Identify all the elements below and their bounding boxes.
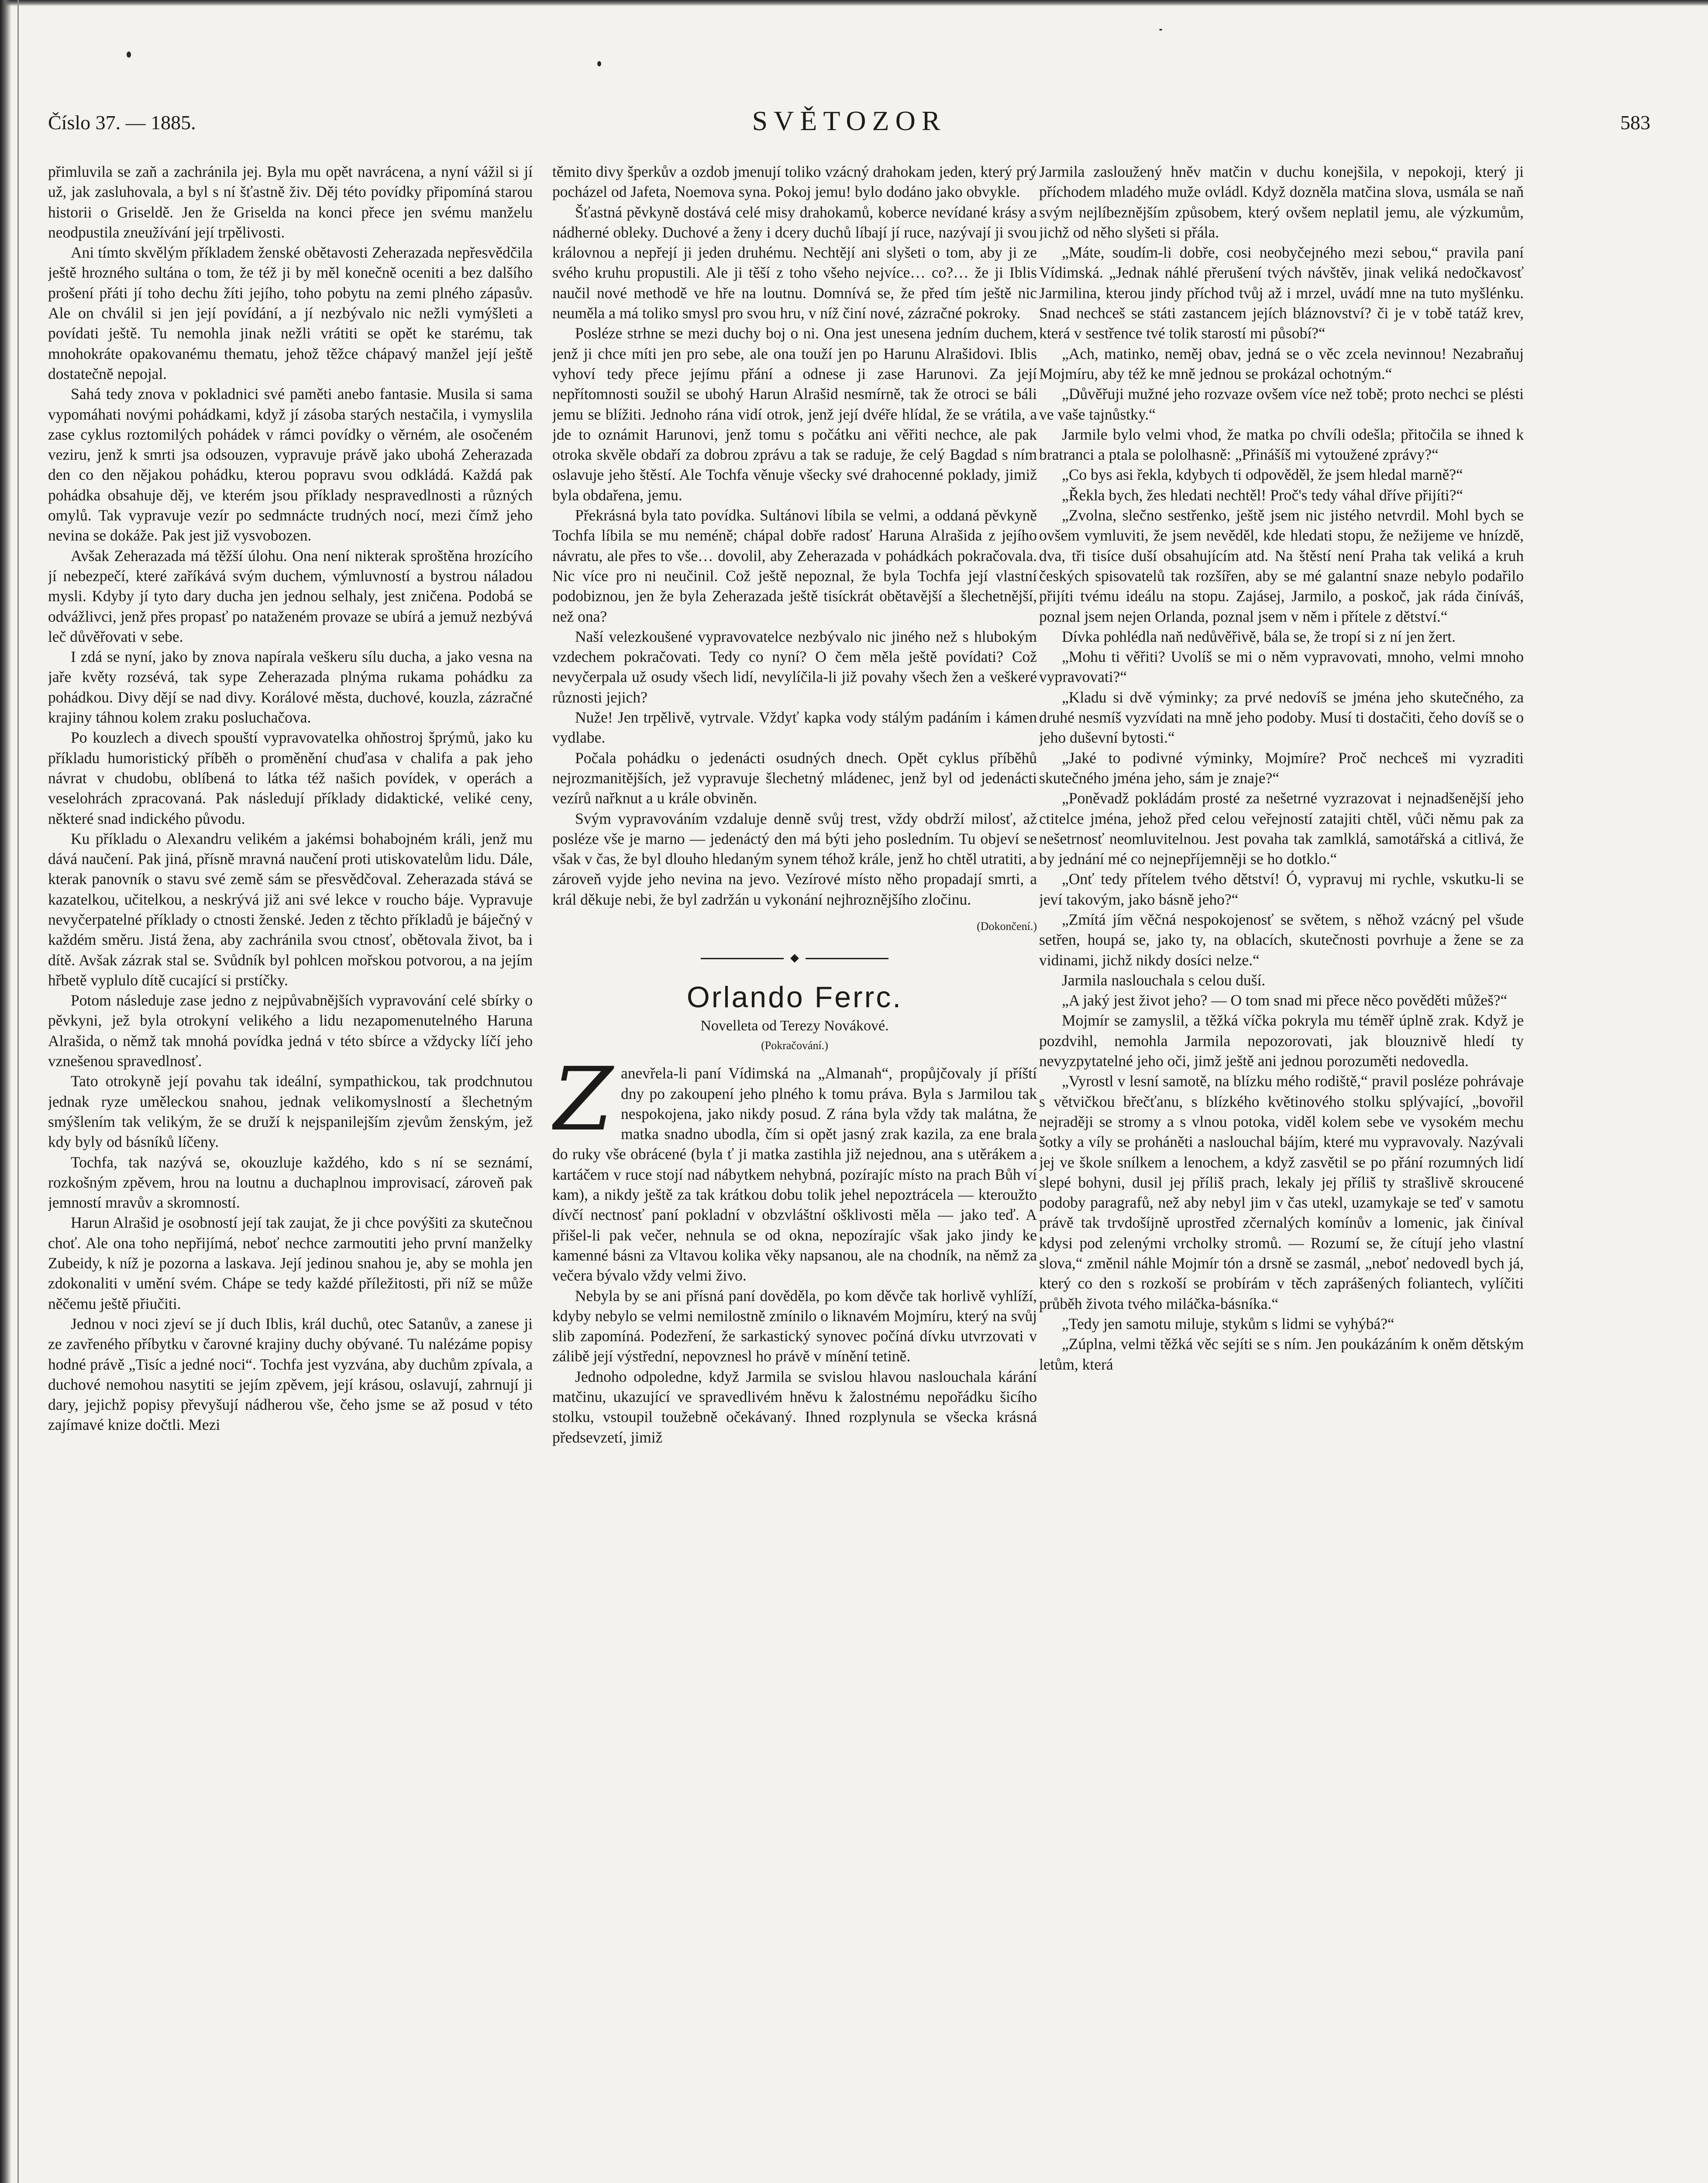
paragraph: Jarmila naslouchala s celou duší. — [1062, 971, 1266, 989]
paragraph: I zdá se nyní, jako by znova napírala veškeru sílu ducha, a jako vesna na jaře květy rozsévá, tak sype Zeherazada plnýma rukama pohádku za pohádkou. Divy dějí se nad divy. Korálové města, duchové, kouzla, zázračné krajiny táhnou kolem zraku posluchačova. — [48, 648, 533, 727]
text-column-right — [1039, 162, 1524, 2183]
paragraph: Překrásná byla tato povídka. Sultánovi líbila se velmi, a oddaná pěvkyně Tochfa líbila se mu neméně; chápal dobře radosť Haruna Alrašida z jejího návratu, ale přes to vše… dovolil, aby Zeherazada v pohádkách pokračovala. Nic více pro ni neučinil. Což ještě nepoznal, že byla Tochfa její vlastní podobiznou, jen že byla Zeherazada ještě tisíckrát obětavější a šlechetnější, než ona? — [552, 506, 1037, 625]
paragraph: těmito divy šperkův a ozdob jmenují toliko vzácný drahokam jeden, který prý pocházel od Jafeta, Noemova syna. Pokoj jemu! bylo dodáno jako obvykle. — [552, 163, 1037, 201]
paragraph: Nebyla by se ani přísná paní dověděla, po kom děvče tak horlivě vyhlíží, kdyby nebylo se velmi nemilostně zmínilo o liknavém Mojmíru, který na svůj slib zapomíná. Podezření, že sarkastický synovec počíná dívku utvrzovati v zálibě její výstřední, nepovznesl ho právě v mínění tetině. — [552, 1287, 1037, 1365]
article-continuation-note: (Dokončení.) — [977, 919, 1037, 933]
paragraph: „Zúplna, velmi těžká věc sejíti se s ním. Jen poukázáním k oněm dětským letům, která — [1039, 1335, 1524, 1373]
paragraph: „Zvolna, slečno sestřenko, ještě jsem nic jistého netvrdil. Mohl bych se ovšem vymluviti, že jsem nevěděl, kde hledati stopu, že nežijeme ve hnízdě, dva, tři tisíce duší obsahujícím atd. Na štěstí není Praha tak veliká a kruh českých spisovatelů tak rozšířen, aby se mé galantní snaze nebylo podařilo přijíti tvému ideálu na stopu. Zajásej, Jarmilo, a poskoč, jak ráda činíváš, poznal jsem nejen Orlanda, poznal jsem v něm i přítele z dětství.“ — [1039, 506, 1524, 625]
paragraph: „Poněvadž pokládám prosté za nešetrné vyzrazovat i nejnadšenější jeho ctitelce jména, jehož před celou veřejností zatajiti chtěl, vůči němu pak za nešetrnosť neomluvitelnou. Jest povaha tak zamlklá, samotářská a citlivá, že by jednání mé co nejnepříjemněji se ho dotklo.“ — [1039, 789, 1524, 868]
binding-line — [17, 0, 19, 2183]
ink-speck — [1159, 29, 1162, 31]
page-header — [48, 105, 1650, 144]
magazine-title: SVĚTOZOR — [752, 105, 947, 136]
story-paragraph-text: anevřela-li paní Vídimská na „Almanah“, propůjčovaly jí příští dny po zakoupení jeho plného k tomu práva. Byla s Jarmilou tak nespokojena, jako nikdy posud. Z rána byla vždy tak malátna, že matka snadno ubodla, čím si opět jasný zrak kazila, za ene brala do ruky vše obrácené (byla ť ji matka zastihla již nejednou, ana s utěrákem a kartáčem v ruce stojí nad nábytkem nehybná, pozírajíc místo na prach Bůh ví kam), a nikdy ještě za tak krátkou dobu tolik jehel nepoztrácela — kteroužto dívčí nectnosť paní pokladní v obzvláštní ošklivosti měla — jako teď. A přišel-li pak večer, nehnula se od okna, nepozírajíc však jako jindy ke kamenné básni za Vltavou kolika věky napsanou, ale na chodník, na němž za večera bývalo vždy velmi živo. — [552, 1064, 1037, 1284]
paragraph: „Máte, soudím-li dobře, cosi neobyčejného mezi sebou,“ pravila paní Vídimská. „Jednak náhlé přerušení tvých návštěv, jinak veliká nedočkavosť Jarmilina, kterou jindy příchod tvůj až i mrzel, uvádí mne na tuto myšlénku. Snad nechceš se státi zastancem jejích bláznovství? či je v tobě tatáž krev, která v sestřence tvé tolik starostí mi působí?“ — [1039, 244, 1524, 342]
story-continuation-note: (Pokračování.) — [761, 1039, 828, 1052]
paragraph: Nuže! Jen trpělivě, vytrvale. Vždyť kapka vody stálým padáním i kámen vydlabe. — [552, 709, 1037, 747]
issue-number: Číslo 37. — 1885. — [48, 111, 196, 134]
text-column-middle — [552, 162, 1037, 2183]
story-subtitle: Novelleta od Terezy Novákové. — [700, 1018, 889, 1034]
divider-line — [701, 958, 784, 959]
divider-line — [806, 958, 888, 959]
divider-diamond-icon — [790, 954, 799, 963]
paragraph: Ani tímto skvělým příkladem ženské obětavosti Zeherazada nepřesvědčila ještě hrozného sultána o tom, že též ji by měl konečně oceniti a bez dalšího prošení přáti jí toho dechu žíti jejího, toho pobytu na zemi plného zápasův. Ale on chválil si jen její povídání, a jí nezbývalo nic nežli vymýšleti a povídati ještě. Tu nemohla jinak nežli vrátiti se opět ke starému, tak mnohokráte opakovanému thematu, jehož těžce chápavý manžel její ještě dostatečně nepojal. — [48, 244, 533, 382]
ink-speck — [127, 52, 131, 58]
paragraph: Svým vypravováním vzdaluje denně svůj trest, vždy obdrží milosť, až posléze vše je marno — jedenáctý den má býti jeho posledním. Tu objeví se však v čas, že byl dlouho hledaným synem téhož krále, jenž ho chtěl utratiti, a zároveň vyjde jeho nevina na jevo. Vezírové místo něho propadají smrti, a král děkuje nebi, že byl zadržán u vykonání nejhroznějšího zločinu. — [552, 809, 1037, 908]
paragraph: Posléze strhne se mezi duchy boj o ni. Ona jest unesena jedním duchem, jenž ji chce míti jen pro sebe, ale ona touží jen po Harunu Alrašidovi. Iblis vyhoví tedy přece jejímu přání a odnese ji zase Harunovi. Za její nepřítomnosti soužil se ubohý Harun Alrašid nesmírně, tak že otroci se báli jemu se blížiti. Jednoho rána vidí otrok, jenž její dvéře hlídal, že se vrátila, a jde to oznámit Harunovi, jenž tomu s počátku ani věřiti nechce, ale pak otroka skvěle obdaří za dobrou zprávu a tak se raduje, že celý Bagdad s ním oslavuje jeho štěstí. Ale Tochfa věnuje všecky své drahocenné poklady, jimiž byla obdařena, jemu. — [552, 324, 1037, 504]
paragraph: Mojmír se zamyslil, a těžká víčka pokryla mu téměř úplně zrak. Když je pozdvihl, nemohla Jarmila nepozorovati, jak blouznivě hledí ty nevyzpytatelné jeho oči, jimž ještě ani jednou porozuměti nedovedla. — [1039, 1012, 1524, 1070]
paragraph: „Řekla bych, žes hledati nechtěl! Proč's tedy váhal dříve přijíti?“ — [1062, 486, 1464, 504]
paragraph: Tochfa, tak nazývá se, okouzluje každého, kdo s ní se seznámí, rozkošným zpěvem, hrou na loutnu a duchaplnou improvisací, zároveň pak jemností mravův a skromností. — [48, 1153, 533, 1212]
paragraph: Naší velezkoušené vypravovatelce nezbývalo nic jiného než s hlubokým vzdechem pokračovati. Tedy co nyní? O čem měla ještě povídati? Což nevyčerpala už osudy všech lidí, nevylíčila-li již povahy všech žen a veškeré různosti jejich? — [552, 627, 1037, 706]
paragraph: „Jaké to podivné výminky, Mojmíre? Proč nechceš mi vyzraditi skutečného jména jeho, sám je znaje?“ — [1039, 749, 1524, 787]
paragraph: Ku příkladu o Alexandru velikém a jakémsi bohabojném králi, jenž mu dává naučení. Pak jiná, přísně mravná naučení proti utiskovatelům lidu. Dále, kterak panovník o stavu své země sám se přesvědčoval. Zeherazada stává se kazatelkou, učitelkou, a neskrývá již ani své lekce v roucho báje. Vypravuje nevyčerpatelné příklady o ctnosti ženské. Jeden z těchto příkladů je báječný v každém směru. Jistá žena, aby zachránila svou ctnosť, obětovala život, ba i dítě. Avšak zázrak stal se. Svůdník byl pohlcen mořskou potvorou, a na jejím hřbetě vyplulo dítě cucající si prstíčky. — [48, 830, 533, 989]
paragraph: Počala pohádku o jedenácti osudných dnech. Opět cyklus příběhů nejrozmanitějších, jež vypravuje šlechetný mládenec, jenž byl od jedenácti vezírů nařknut a u krále obviněn. — [552, 749, 1037, 807]
paragraph: Šťastná pěvkyně dostává celé misy drahokamů, koberce nevídané krásy a nádherné obleky. Duchové a ženy i dcery duchů líbají jí ruce, nazývají ji svou královnou a nepřejí ji jeden druhému. Nechtějí ani slyšeti o tom, aby ji ze svého kruhu propustili. Ale ji těší z toho všeho nejvíce… co?… že ji Iblis naučil nové methodě ve hře na loutnu. Domnívá se, že před tím ještě nic neuměla a má toliko smysl pro svou hru, v níž činí nové, zázračné pokroky. — [552, 203, 1037, 322]
paragraph: Po kouzlech a divech spouští vypravovatelka ohňostroj šprýmů, jako ku příkladu humoristický příběh o proměnění chuďasa v chalifa a pak jeho návrat v chudobu, oblíbená to látka též našich povídek, v operách a veselohrách zpracovaná. Pak následují příklady didaktické, veliké ceny, některé snad indického původu. — [48, 729, 533, 827]
paragraph: „Co bys asi řekla, kdybych ti odpověděl, že jsem hledal marně?“ — [1062, 466, 1463, 484]
section-divider-ornament — [552, 955, 1037, 962]
paragraph: Jednoho odpoledne, když Jarmila se svislou hlavou naslouchala kárání matčinu, ukazující ve spravedlivém hněvu k žalostnému nepořádku šicího stolku, vstoupil toužebně očekávaný. Ihned rozplynula se všecka krásná předsevzetí, jimiž — [552, 1367, 1037, 1446]
story-first-paragraph — [552, 1049, 1037, 1285]
paragraph: Sahá tedy znova v pokladnici své paměti anebo fantasie. Musila si sama vypomáhati novými pohádkami, když jí zásoba starých nestačila, i vymyslila zase cyklus roztomilých pohádek v rámci povídky o věrném, ale osočeném veziru, jenž k smrti jsa odsouzen, vypravuje právě jako ubohá Zeherazada den co den nějakou pohádku, kterou popravu svou odkládá. Každá pak pohádka obsahuje děj, ve kterém jsou příklady nespravedlnosti a různých omylů. Tak vypravuje vezír po sedmnácte trudných nocí, mezi čímž jeho nevina se dokáže. Pak jest již vysvobozen. — [48, 385, 533, 544]
paragraph: „A jaký jest život jeho? — O tom snad mi přece něco pověděti můžeš?“ — [1062, 992, 1508, 1009]
paragraph: „Mohu ti věřiti? Uvolíš se mi o něm vypravovati, mnoho, velmi mnoho vypravovati?“ — [1039, 648, 1524, 686]
paragraph: přimluvila se zaň a zachránila jej. Byla mu opět navrácena, a nyní vážil si jí už, jak zasluhovala, a byl s ní šťastně živ. Děj této povídky připomíná starou historii o Griseldě. Jen že Griselda na konci přece jen svému manželu neodpustila zneužívání její trpělivosti. — [48, 163, 533, 241]
paragraph: Harun Alrašid je osobností její tak zaujat, že ji chce povýšiti za skutečnou choť. Ale ona toho nepřijímá, neboť nechce zarmoutiti jeho první manželky Zubeidy, k níž je pozorna a laskava. Její jedinou snahou je, aby se mohla jen zdokonaliti v umění svém. Chápe se tedy každé příležitosti, při níž se může něčemu ještě přiučiti. — [48, 1214, 533, 1312]
text-column-left — [48, 162, 533, 2183]
paragraph: „Tedy jen samotu miluje, stykům s lidmi se vyhýbá?“ — [1062, 1315, 1395, 1333]
paragraph: Potom následuje zase jedno z nejpůvabnějších vypravování celé sbírky o pěvkyni, jež byla otrokyní velikého a lidu nezapomenutelného Haruna Alrašida, o němž tak mnohá povídka jedná v této sbírce a vždycky líčí jeho vznešenou spravedlnosť. — [48, 992, 533, 1070]
paragraph: „Ach, matinko, neměj obav, jedná se o věc zcela nevinnou! Nezabraňuj Mojmíru, aby též ke mně jednou se prokázal ochotným.“ — [1039, 344, 1524, 382]
paragraph: Tato otrokyně její povahu tak ideální, sympathickou, tak prodchnutou jednak ryze uměleckou snahou, jednak velikomyslností a šlechetným smýšlením tak velikým, že se druží k nejspanilejším zjevům ženským, jež kdy byly od básníků líčeny. — [48, 1072, 533, 1151]
paragraph: „Kladu si dvě výminky; za prvé nedovíš se jména jeho skutečného, za druhé nesmíš vyzvídati na mně jeho podoby. Musí ti dostačiti, čeho dovíš se o jeho duševní bytosti.“ — [1039, 688, 1524, 747]
paragraph: Jarmila zasloužený hněv matčin v duchu konejšila, v nepokoji, který ji příchodem mladého muže ovládl. Když dozněla matčina slova, usmála se naň svým nejlíbeznějším způsobem, který ovšem neplatil jemu, ale výzkumům, jichž od něho slyšeti si přála. — [1039, 163, 1524, 241]
drop-cap-letter: Z — [552, 1049, 613, 1151]
paragraph: „Vyrostl v lesní samotě, na blízku mého rodiště,“ pravil posléze pohrávaje s větvičkou břečťanu, s blízkého květinového stolku splývající, „bovořil nejraději se stromy a s vlnou potoka, viděl kolem sebe ve vysokém mechu šotky a víly se proháněti a naslouchal bájím, které mu vypravovaly. Nazývali jej ve škole snílkem a lenochem, a když zasvětil se po přání rozumných lidí slepé bohyni, dusil jej příliš prach, lekaly jej příliš ty strašlivě skroucené podoby paragrafů, než aby nebyl jim v čas utekl, uzamykaje se teď v samotu právě tak trvdošíjně uprostřed zčernalých komínův a lomenic, jak činíval kdysi pod zelenými vrcholky stromů. — Rozumí se, že cítují jeho vlastní slova,“ změnil náhle Mojmír tón a drsně se zasmál, „neboť nedovedl bych já, který co den s rozkoší se probírám v těch zaprášených foliantech, vylíčiti průběh života tvého miláčka-básníka.“ — [1039, 1072, 1524, 1312]
paragraph: „Důvěřuji mužné jeho rozvaze ovšem více než tobě; proto nechci se plésti ve vaše tajnůstky.“ — [1039, 385, 1524, 423]
paragraph: „Onť tedy přítelem tvého dětství! Ó, vypravuj mi rychle, vskutku-li se jeví takovým, jako básně jeho?“ — [1039, 870, 1524, 908]
story-title: Orlando Ferrc. — [686, 981, 903, 1014]
paragraph: Jarmile bylo velmi vhod, že matka po chvíli odešla; přitočila se ihned k bratranci a ptala se pololhasně: „Přinášíš mi vytoužené zprávy?“ — [1039, 425, 1524, 464]
paragraph: Dívka pohlédla naň nedůvěřivě, bála se, že tropí si z ní jen žert. — [1062, 627, 1456, 645]
paragraph: Avšak Zeherazada má těžší úlohu. Ona není nikterak sproštěna hrozícího jí nebezpečí, které zaříkává svým duchem, výmluvností a bystrou náladou mysli. Kdyby jí tyto dary ducha jen jednou selhaly, jest zničena. Podobá se odvážlivci, jenž přes propasť po nataženém provaze se ubírá a jemuž nezbývá leč důvěřovati v sebe. — [48, 547, 533, 645]
ink-speck — [597, 61, 601, 66]
paragraph: „Zmítá jím věčná nespokojenosť se světem, s něhož vzácný pel všude setřen, houpá se, jako ty, na oblacích, skutečnosti povrhuje a žene se za vidinami, jichž nikdy dosíci nelze.“ — [1039, 910, 1524, 969]
page-number: 583 — [1620, 111, 1650, 134]
paragraph: Jednou v noci zjeví se jí duch Iblis, král duchů, otec Satanův, a zanese ji ze zavřeného příbytku v čarovné krajiny duchy obývané. Tu nalézáme popisy hodné právě „Tisíc a jedné noci“. Tochfa jest vyzvána, aby duchům zpívala, a duchové nemohou nasytiti se jejím zpěvem, její krásou, oslavují, zahrnují ji dary, jejichž popisy převyšují nádherou vše, čeho jsme se až posud v této zajímavé knize dočtli. Mezi — [48, 1315, 533, 1434]
page-top-edge — [0, 0, 1708, 6]
page-binding-shadow — [0, 0, 11, 2183]
